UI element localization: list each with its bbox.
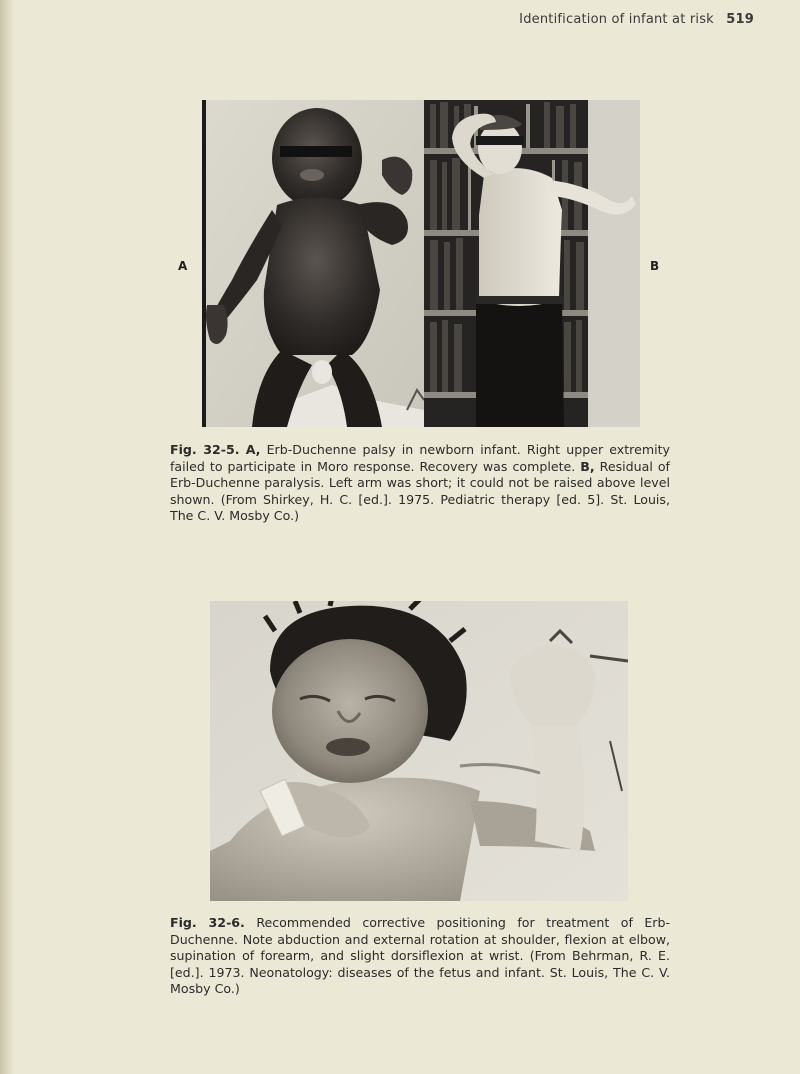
figure-id: Fig. 32-6.: [170, 915, 245, 930]
panel-label-a: A: [178, 259, 188, 273]
running-head: [519, 12, 754, 27]
caption-text: Recommended corrective positioning for treatment of Erb-Duchenne. Note abduction and external rotation at shoulder, flexion at elbow, supination of forearm, and slight dorsiflexion at wrist. (From Behrman, R. E. [ed.]. 1973. Neonatology: diseases of the fetus and infant. St. Louis, The C. V. Mosby Co.): [170, 915, 671, 996]
photo-a-newborn-infant: [202, 100, 424, 427]
figure-32-6-caption: [170, 915, 670, 998]
figure-32-5-caption: [170, 442, 670, 525]
page-number: 519: [726, 12, 754, 27]
panel-ref-b: B,: [580, 458, 595, 474]
photo-infant-positioning: [210, 601, 628, 901]
caption-text-a: Erb-Duchenne palsy in newborn infant. Right upper extremity failed to participate in Moro response. Recovery was complete.: [170, 442, 670, 474]
photo-b-child-bookshelf: [424, 100, 640, 427]
figure-id: Fig. 32-5.: [170, 442, 240, 457]
caption-text-b: Residual of Erb-Duchenne paralysis. Left arm was short; it could not be raised above level shown. (From Shirkey, H. C. [ed.]. 1975. Pediatric therapy [ed. 5]. St. Louis, The C. V. Mosby Co.): [170, 458, 670, 523]
panel-ref-a: A,: [245, 442, 261, 457]
panel-label-b: B: [650, 259, 660, 273]
page-binding-edge: [0, 0, 14, 1074]
running-head-title: Identification of infant at risk: [519, 12, 714, 27]
